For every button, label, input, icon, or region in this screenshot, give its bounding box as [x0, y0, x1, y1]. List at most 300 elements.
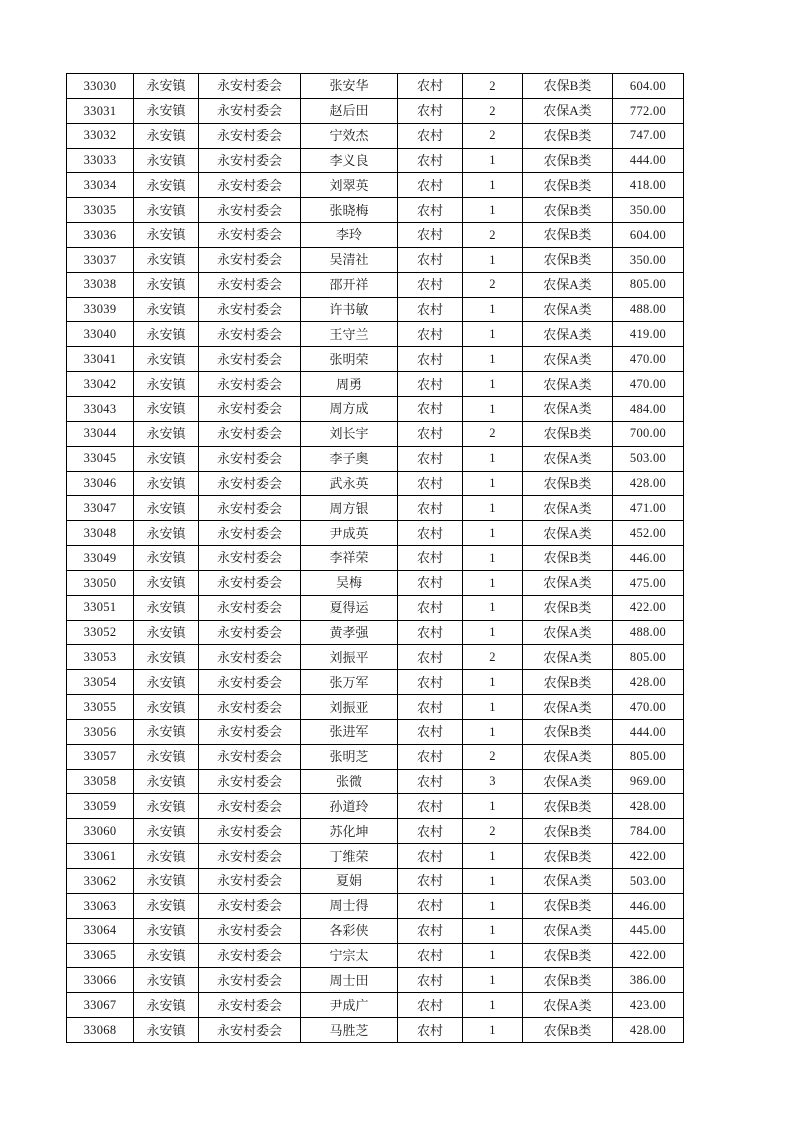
- cell-amount: 422.00: [613, 844, 684, 869]
- cell-count: 2: [463, 819, 523, 844]
- cell-type: 农村: [398, 446, 463, 471]
- cell-amount: 747.00: [613, 123, 684, 148]
- cell-category: 农保B类: [523, 595, 613, 620]
- cell-amount: 422.00: [613, 943, 684, 968]
- cell-category: 农保A类: [523, 446, 613, 471]
- cell-town: 永安镇: [134, 695, 199, 720]
- cell-amount: 805.00: [613, 744, 684, 769]
- cell-name: 邵开祥: [301, 272, 398, 297]
- table-row: [67, 98, 684, 123]
- table-row: [67, 794, 684, 819]
- cell-count: 1: [463, 620, 523, 645]
- table-row: [67, 496, 684, 521]
- cell-count: 1: [463, 148, 523, 173]
- cell-type: 农村: [398, 247, 463, 272]
- cell-type: 农村: [398, 396, 463, 421]
- cell-category: 农保B类: [523, 1018, 613, 1043]
- cell-type: 农村: [398, 74, 463, 99]
- table-row: [67, 421, 684, 446]
- cell-category: 农保B类: [523, 173, 613, 198]
- cell-town: 永安镇: [134, 347, 199, 372]
- cell-amount: 446.00: [613, 546, 684, 571]
- cell-count: 1: [463, 943, 523, 968]
- cell-village: 永安村委会: [199, 123, 301, 148]
- table-row: [67, 670, 684, 695]
- cell-id: 33055: [67, 695, 134, 720]
- table-body: [67, 74, 684, 1043]
- cell-town: 永安镇: [134, 471, 199, 496]
- cell-name: 赵后田: [301, 98, 398, 123]
- cell-village: 永安村委会: [199, 546, 301, 571]
- cell-name: 王守兰: [301, 322, 398, 347]
- cell-town: 永安镇: [134, 968, 199, 993]
- cell-category: 农保A类: [523, 98, 613, 123]
- cell-count: 1: [463, 1018, 523, 1043]
- cell-name: 苏化坤: [301, 819, 398, 844]
- cell-count: 1: [463, 719, 523, 744]
- cell-id: 33034: [67, 173, 134, 198]
- cell-town: 永安镇: [134, 123, 199, 148]
- table-row: [67, 247, 684, 272]
- cell-name: 马胜芝: [301, 1018, 398, 1043]
- cell-name: 刘长宇: [301, 421, 398, 446]
- cell-amount: 444.00: [613, 719, 684, 744]
- cell-amount: 428.00: [613, 1018, 684, 1043]
- cell-village: 永安村委会: [199, 396, 301, 421]
- cell-id: 33035: [67, 198, 134, 223]
- cell-name: 李祥荣: [301, 546, 398, 571]
- cell-count: 1: [463, 471, 523, 496]
- cell-count: 1: [463, 670, 523, 695]
- cell-amount: 805.00: [613, 272, 684, 297]
- cell-name: 尹成英: [301, 521, 398, 546]
- cell-category: 农保B类: [523, 223, 613, 248]
- cell-name: 吴梅: [301, 570, 398, 595]
- cell-count: 1: [463, 794, 523, 819]
- cell-category: 农保A类: [523, 645, 613, 670]
- table-row: [67, 74, 684, 99]
- cell-amount: 445.00: [613, 918, 684, 943]
- cell-type: 农村: [398, 198, 463, 223]
- cell-id: 33056: [67, 719, 134, 744]
- table-row: [67, 595, 684, 620]
- cell-type: 农村: [398, 546, 463, 571]
- cell-id: 33043: [67, 396, 134, 421]
- cell-id: 33059: [67, 794, 134, 819]
- cell-count: 1: [463, 247, 523, 272]
- cell-type: 农村: [398, 719, 463, 744]
- cell-town: 永安镇: [134, 670, 199, 695]
- cell-amount: 419.00: [613, 322, 684, 347]
- cell-count: 1: [463, 844, 523, 869]
- cell-village: 永安村委会: [199, 347, 301, 372]
- cell-village: 永安村委会: [199, 74, 301, 99]
- cell-amount: 428.00: [613, 670, 684, 695]
- cell-count: 1: [463, 322, 523, 347]
- cell-id: 33045: [67, 446, 134, 471]
- cell-category: 农保A类: [523, 372, 613, 397]
- cell-village: 永安村委会: [199, 322, 301, 347]
- table-row: [67, 869, 684, 894]
- cell-name: 张明荣: [301, 347, 398, 372]
- cell-village: 永安村委会: [199, 968, 301, 993]
- cell-town: 永安镇: [134, 148, 199, 173]
- cell-village: 永安村委会: [199, 570, 301, 595]
- cell-category: 农保B类: [523, 148, 613, 173]
- cell-town: 永安镇: [134, 396, 199, 421]
- cell-town: 永安镇: [134, 297, 199, 322]
- cell-count: 3: [463, 769, 523, 794]
- cell-town: 永安镇: [134, 74, 199, 99]
- cell-village: 永安村委会: [199, 372, 301, 397]
- cell-amount: 475.00: [613, 570, 684, 595]
- cell-count: 1: [463, 695, 523, 720]
- cell-town: 永安镇: [134, 322, 199, 347]
- cell-type: 农村: [398, 943, 463, 968]
- cell-type: 农村: [398, 570, 463, 595]
- cell-category: 农保B类: [523, 74, 613, 99]
- cell-town: 永安镇: [134, 1018, 199, 1043]
- cell-town: 永安镇: [134, 620, 199, 645]
- table-row: [67, 570, 684, 595]
- cell-village: 永安村委会: [199, 595, 301, 620]
- cell-amount: 604.00: [613, 223, 684, 248]
- cell-town: 永安镇: [134, 943, 199, 968]
- cell-amount: 784.00: [613, 819, 684, 844]
- table-row: [67, 372, 684, 397]
- cell-village: 永安村委会: [199, 893, 301, 918]
- cell-category: 农保B类: [523, 819, 613, 844]
- cell-category: 农保A类: [523, 496, 613, 521]
- cell-village: 永安村委会: [199, 695, 301, 720]
- cell-category: 农保B类: [523, 546, 613, 571]
- cell-name: 周方银: [301, 496, 398, 521]
- cell-id: 33032: [67, 123, 134, 148]
- cell-village: 永安村委会: [199, 993, 301, 1018]
- cell-amount: 503.00: [613, 869, 684, 894]
- cell-id: 33047: [67, 496, 134, 521]
- cell-village: 永安村委会: [199, 421, 301, 446]
- cell-village: 永安村委会: [199, 819, 301, 844]
- table-row: [67, 396, 684, 421]
- cell-amount: 428.00: [613, 471, 684, 496]
- cell-name: 孙道玲: [301, 794, 398, 819]
- cell-id: 33033: [67, 148, 134, 173]
- cell-village: 永安村委会: [199, 471, 301, 496]
- table-row: [67, 347, 684, 372]
- cell-count: 1: [463, 570, 523, 595]
- cell-amount: 969.00: [613, 769, 684, 794]
- cell-amount: 772.00: [613, 98, 684, 123]
- table-row: [67, 918, 684, 943]
- cell-name: 周方成: [301, 396, 398, 421]
- cell-amount: 484.00: [613, 396, 684, 421]
- cell-id: 33062: [67, 869, 134, 894]
- table-row: [67, 695, 684, 720]
- table-row: [67, 968, 684, 993]
- cell-type: 农村: [398, 173, 463, 198]
- cell-id: 33038: [67, 272, 134, 297]
- cell-count: 1: [463, 968, 523, 993]
- table-row: [67, 744, 684, 769]
- cell-type: 农村: [398, 322, 463, 347]
- cell-town: 永安镇: [134, 794, 199, 819]
- cell-village: 永安村委会: [199, 670, 301, 695]
- cell-count: 2: [463, 98, 523, 123]
- cell-village: 永安村委会: [199, 744, 301, 769]
- cell-amount: 471.00: [613, 496, 684, 521]
- cell-town: 永安镇: [134, 272, 199, 297]
- cell-category: 农保B类: [523, 198, 613, 223]
- cell-id: 33030: [67, 74, 134, 99]
- cell-town: 永安镇: [134, 993, 199, 1018]
- cell-town: 永安镇: [134, 223, 199, 248]
- cell-category: 农保A类: [523, 396, 613, 421]
- cell-name: 张明芝: [301, 744, 398, 769]
- cell-name: 刘振平: [301, 645, 398, 670]
- cell-count: 1: [463, 496, 523, 521]
- cell-count: 1: [463, 347, 523, 372]
- cell-category: 农保B类: [523, 943, 613, 968]
- cell-village: 永安村委会: [199, 1018, 301, 1043]
- cell-amount: 350.00: [613, 198, 684, 223]
- cell-count: 2: [463, 272, 523, 297]
- table-row: [67, 173, 684, 198]
- cell-type: 农村: [398, 98, 463, 123]
- cell-name: 张进军: [301, 719, 398, 744]
- cell-village: 永安村委会: [199, 272, 301, 297]
- cell-village: 永安村委会: [199, 148, 301, 173]
- cell-count: 1: [463, 869, 523, 894]
- table-row: [67, 272, 684, 297]
- cell-count: 1: [463, 173, 523, 198]
- cell-count: 2: [463, 123, 523, 148]
- cell-name: 吴清社: [301, 247, 398, 272]
- cell-id: 33046: [67, 471, 134, 496]
- table-row: [67, 297, 684, 322]
- cell-town: 永安镇: [134, 844, 199, 869]
- cell-id: 33048: [67, 521, 134, 546]
- table-row: [67, 645, 684, 670]
- cell-type: 农村: [398, 471, 463, 496]
- cell-name: 夏得运: [301, 595, 398, 620]
- cell-town: 永安镇: [134, 446, 199, 471]
- cell-name: 尹成广: [301, 993, 398, 1018]
- table-row: [67, 620, 684, 645]
- cell-id: 33044: [67, 421, 134, 446]
- cell-type: 农村: [398, 496, 463, 521]
- cell-name: 许书敏: [301, 297, 398, 322]
- cell-id: 33064: [67, 918, 134, 943]
- cell-town: 永安镇: [134, 869, 199, 894]
- cell-category: 农保A类: [523, 272, 613, 297]
- cell-count: 1: [463, 297, 523, 322]
- cell-count: 1: [463, 396, 523, 421]
- cell-type: 农村: [398, 421, 463, 446]
- cell-amount: 452.00: [613, 521, 684, 546]
- cell-count: 1: [463, 893, 523, 918]
- cell-category: 农保A类: [523, 869, 613, 894]
- cell-category: 农保A类: [523, 620, 613, 645]
- cell-name: 各彩侠: [301, 918, 398, 943]
- cell-type: 农村: [398, 695, 463, 720]
- cell-count: 2: [463, 223, 523, 248]
- cell-count: 1: [463, 521, 523, 546]
- cell-category: 农保A类: [523, 918, 613, 943]
- cell-category: 农保B类: [523, 247, 613, 272]
- cell-amount: 423.00: [613, 993, 684, 1018]
- cell-town: 永安镇: [134, 521, 199, 546]
- cell-type: 农村: [398, 893, 463, 918]
- cell-amount: 446.00: [613, 893, 684, 918]
- cell-type: 农村: [398, 148, 463, 173]
- cell-town: 永安镇: [134, 744, 199, 769]
- cell-amount: 604.00: [613, 74, 684, 99]
- cell-id: 33051: [67, 595, 134, 620]
- cell-type: 农村: [398, 223, 463, 248]
- cell-amount: 700.00: [613, 421, 684, 446]
- cell-town: 永安镇: [134, 570, 199, 595]
- cell-id: 33037: [67, 247, 134, 272]
- cell-town: 永安镇: [134, 421, 199, 446]
- table-row: [67, 1018, 684, 1043]
- cell-category: 农保A类: [523, 993, 613, 1018]
- cell-name: 刘翠英: [301, 173, 398, 198]
- cell-category: 农保B类: [523, 471, 613, 496]
- table-row: [67, 198, 684, 223]
- cell-village: 永安村委会: [199, 223, 301, 248]
- cell-name: 宁效杰: [301, 123, 398, 148]
- cell-amount: 418.00: [613, 173, 684, 198]
- cell-id: 33040: [67, 322, 134, 347]
- cell-name: 刘振亚: [301, 695, 398, 720]
- cell-town: 永安镇: [134, 372, 199, 397]
- cell-id: 33039: [67, 297, 134, 322]
- table-row: [67, 844, 684, 869]
- cell-amount: 488.00: [613, 620, 684, 645]
- cell-amount: 470.00: [613, 347, 684, 372]
- cell-amount: 386.00: [613, 968, 684, 993]
- cell-village: 永安村委会: [199, 943, 301, 968]
- cell-type: 农村: [398, 297, 463, 322]
- cell-village: 永安村委会: [199, 620, 301, 645]
- cell-amount: 470.00: [613, 695, 684, 720]
- cell-type: 农村: [398, 918, 463, 943]
- cell-town: 永安镇: [134, 918, 199, 943]
- table-row: [67, 719, 684, 744]
- cell-category: 农保B类: [523, 893, 613, 918]
- cell-type: 农村: [398, 844, 463, 869]
- cell-village: 永安村委会: [199, 297, 301, 322]
- cell-name: 周士田: [301, 968, 398, 993]
- cell-count: 2: [463, 74, 523, 99]
- cell-id: 33050: [67, 570, 134, 595]
- cell-category: 农保B类: [523, 844, 613, 869]
- cell-type: 农村: [398, 670, 463, 695]
- cell-village: 永安村委会: [199, 521, 301, 546]
- cell-count: 1: [463, 918, 523, 943]
- benefit-roster-table: [66, 73, 684, 1043]
- cell-amount: 350.00: [613, 247, 684, 272]
- cell-type: 农村: [398, 347, 463, 372]
- cell-type: 农村: [398, 794, 463, 819]
- cell-name: 丁维荣: [301, 844, 398, 869]
- cell-category: 农保A类: [523, 347, 613, 372]
- cell-id: 33066: [67, 968, 134, 993]
- cell-count: 2: [463, 744, 523, 769]
- cell-count: 1: [463, 372, 523, 397]
- cell-category: 农保A类: [523, 322, 613, 347]
- cell-amount: 422.00: [613, 595, 684, 620]
- table-row: [67, 943, 684, 968]
- cell-category: 农保B类: [523, 670, 613, 695]
- table-row: [67, 993, 684, 1018]
- cell-category: 农保B类: [523, 421, 613, 446]
- cell-village: 永安村委会: [199, 769, 301, 794]
- table-row: [67, 521, 684, 546]
- table-row: [67, 322, 684, 347]
- cell-village: 永安村委会: [199, 645, 301, 670]
- table-row: [67, 446, 684, 471]
- cell-count: 1: [463, 595, 523, 620]
- cell-town: 永安镇: [134, 595, 199, 620]
- cell-name: 周勇: [301, 372, 398, 397]
- cell-type: 农村: [398, 968, 463, 993]
- cell-count: 1: [463, 993, 523, 1018]
- table-row: [67, 769, 684, 794]
- cell-village: 永安村委会: [199, 844, 301, 869]
- cell-name: 张晓梅: [301, 198, 398, 223]
- cell-category: 农保B类: [523, 719, 613, 744]
- cell-town: 永安镇: [134, 893, 199, 918]
- table-row: [67, 893, 684, 918]
- cell-name: 张安华: [301, 74, 398, 99]
- cell-type: 农村: [398, 272, 463, 297]
- cell-type: 农村: [398, 1018, 463, 1043]
- cell-name: 夏娟: [301, 869, 398, 894]
- table-row: [67, 819, 684, 844]
- cell-village: 永安村委会: [199, 719, 301, 744]
- cell-village: 永安村委会: [199, 446, 301, 471]
- cell-name: 宁宗太: [301, 943, 398, 968]
- cell-name: 黄孝强: [301, 620, 398, 645]
- cell-village: 永安村委会: [199, 496, 301, 521]
- cell-type: 农村: [398, 819, 463, 844]
- cell-town: 永安镇: [134, 198, 199, 223]
- cell-id: 33041: [67, 347, 134, 372]
- cell-id: 33049: [67, 546, 134, 571]
- cell-name: 李子奥: [301, 446, 398, 471]
- cell-id: 33061: [67, 844, 134, 869]
- cell-name: 李义良: [301, 148, 398, 173]
- cell-id: 33042: [67, 372, 134, 397]
- cell-id: 33063: [67, 893, 134, 918]
- table-row: [67, 546, 684, 571]
- cell-type: 农村: [398, 595, 463, 620]
- cell-town: 永安镇: [134, 769, 199, 794]
- table-row: [67, 123, 684, 148]
- cell-count: 2: [463, 645, 523, 670]
- cell-town: 永安镇: [134, 496, 199, 521]
- cell-category: 农保A类: [523, 769, 613, 794]
- cell-town: 永安镇: [134, 719, 199, 744]
- cell-amount: 428.00: [613, 794, 684, 819]
- table-row: [67, 471, 684, 496]
- cell-amount: 488.00: [613, 297, 684, 322]
- cell-type: 农村: [398, 869, 463, 894]
- cell-village: 永安村委会: [199, 198, 301, 223]
- cell-id: 33057: [67, 744, 134, 769]
